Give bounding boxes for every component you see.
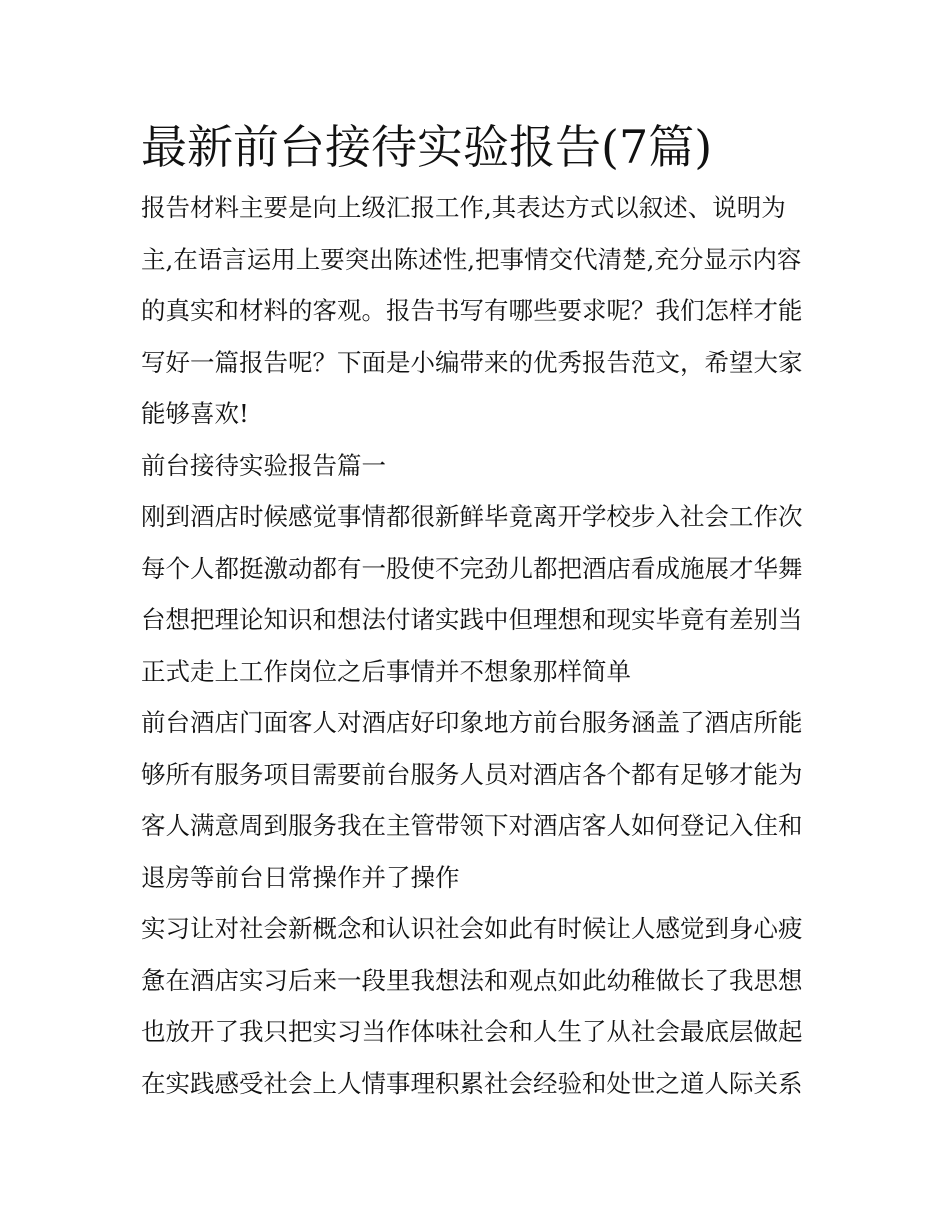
text-line: 写好一篇报告呢？下面是小编带来的优秀报告范文，希望大家 bbox=[141, 347, 803, 377]
text-line: 刚到酒店时候感觉事情都很新鲜毕竟离开学校步入社会工作次 bbox=[141, 502, 803, 531]
document-body bbox=[141, 182, 813, 1109]
text-line: 前台酒店门面客人对酒店好印象地方前台服务涵盖了酒店所能 bbox=[141, 708, 803, 737]
text-line: 客人满意周到服务我在主管带领下对酒店客人如何登记入住和 bbox=[141, 811, 803, 840]
document-title: 最新前台接待实验报告(7篇) bbox=[141, 120, 713, 174]
section-heading: 前台接待实验报告篇一 bbox=[141, 450, 386, 480]
text-line: 够所有服务项目需要前台服务人员对酒店各个都有足够才能为 bbox=[141, 759, 803, 789]
text-line: 台想把理论知识和想法付诸实践中但理想和现实毕竟有差别当 bbox=[141, 605, 803, 634]
text-line: 每个人都挺激动都有一股使不完劲儿都把酒店看成施展才华舞 bbox=[141, 553, 803, 583]
text-line: 能够喜欢! bbox=[141, 399, 249, 428]
text-line: 也放开了我只把实习当作体味社会和人生了从社会最底层做起 bbox=[141, 1017, 803, 1046]
text-line: 在实践感受社会上人情事理积累社会经验和处世之道人际关系 bbox=[141, 1068, 803, 1098]
text-line: 报告材料主要是向上级汇报工作,其表达方式以叙述、说明为 bbox=[141, 193, 786, 222]
text-line: 的真实和材料的客观。报告书写有哪些要求呢？我们怎样才能 bbox=[141, 296, 803, 325]
text-line: 退房等前台日常操作并了操作 bbox=[141, 862, 460, 892]
text-line: 主,在语言运用上要突出陈述性,把事情交代清楚,充分显示内容 bbox=[141, 244, 802, 274]
text-line: 实习让对社会新概念和认识社会如此有时候让人感觉到身心疲 bbox=[141, 914, 803, 943]
document-page bbox=[141, 112, 813, 1109]
text-line: 惫在酒店实习后来一段里我想法和观点如此幼稚做长了我思想 bbox=[141, 965, 803, 995]
text-line: 正式走上工作岗位之后事情并不想象那样简单 bbox=[141, 656, 631, 686]
